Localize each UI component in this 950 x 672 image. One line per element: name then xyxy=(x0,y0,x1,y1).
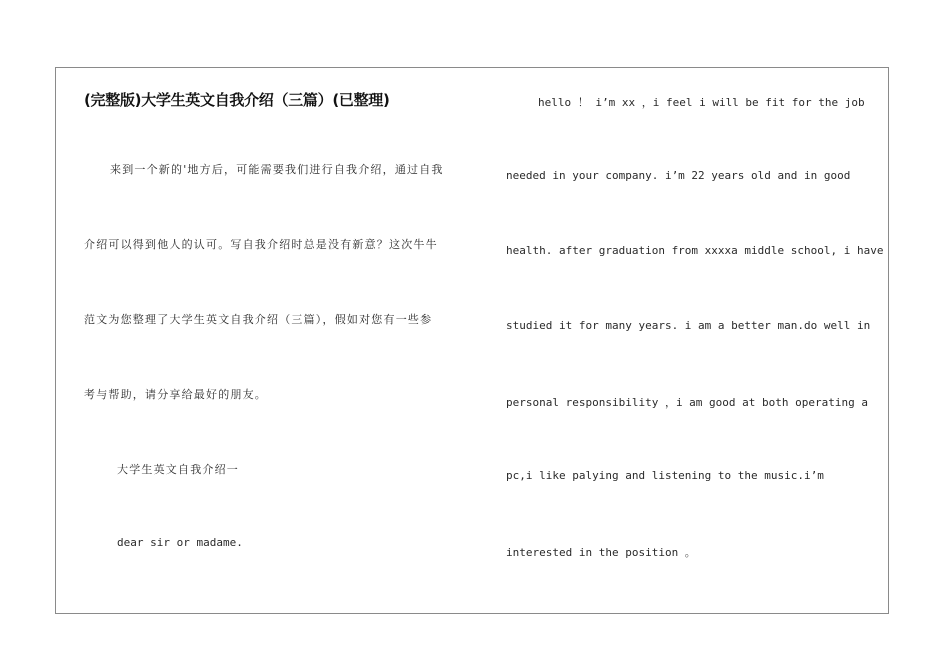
document-title: (完整版)大学生英文自我介绍（三篇）(已整理) xyxy=(84,91,390,109)
section-heading-1: 大学生英文自我介绍一 xyxy=(117,463,239,476)
right-paragraph-line-1: hello ！ i’m xx ，i feel i will be fit for the job xyxy=(538,96,865,109)
right-paragraph-line-7: interested in the position 。 xyxy=(506,546,696,559)
salutation-line: dear sir or madame. xyxy=(117,536,243,549)
right-paragraph-line-3: health. after graduation from xxxxa middle school, i have xyxy=(506,244,884,257)
right-paragraph-line-2: needed in your company. i’m 22 years old and in good xyxy=(506,169,851,182)
left-paragraph-line-3: 范文为您整理了大学生英文自我介绍（三篇），假如对您有一些参 xyxy=(84,313,433,326)
left-paragraph-line-4: 考与帮助，请分享给最好的朋友。 xyxy=(84,388,267,401)
left-paragraph-line-2: 介绍可以得到他人的认可。写自我介绍时总是没有新意？这次牛牛 xyxy=(84,238,438,251)
left-paragraph-line-1: 来到一个新的'地方后，可能需要我们进行自我介绍，通过自我 xyxy=(110,163,444,176)
right-paragraph-line-5: personal responsibility ，i am good at both operating a xyxy=(506,396,868,409)
right-paragraph-line-4: studied it for many years. i am a better man.do well in xyxy=(506,319,871,332)
right-paragraph-line-6: pc,i like palying and listening to the music.i’m xyxy=(506,469,824,482)
page-frame xyxy=(55,67,889,614)
